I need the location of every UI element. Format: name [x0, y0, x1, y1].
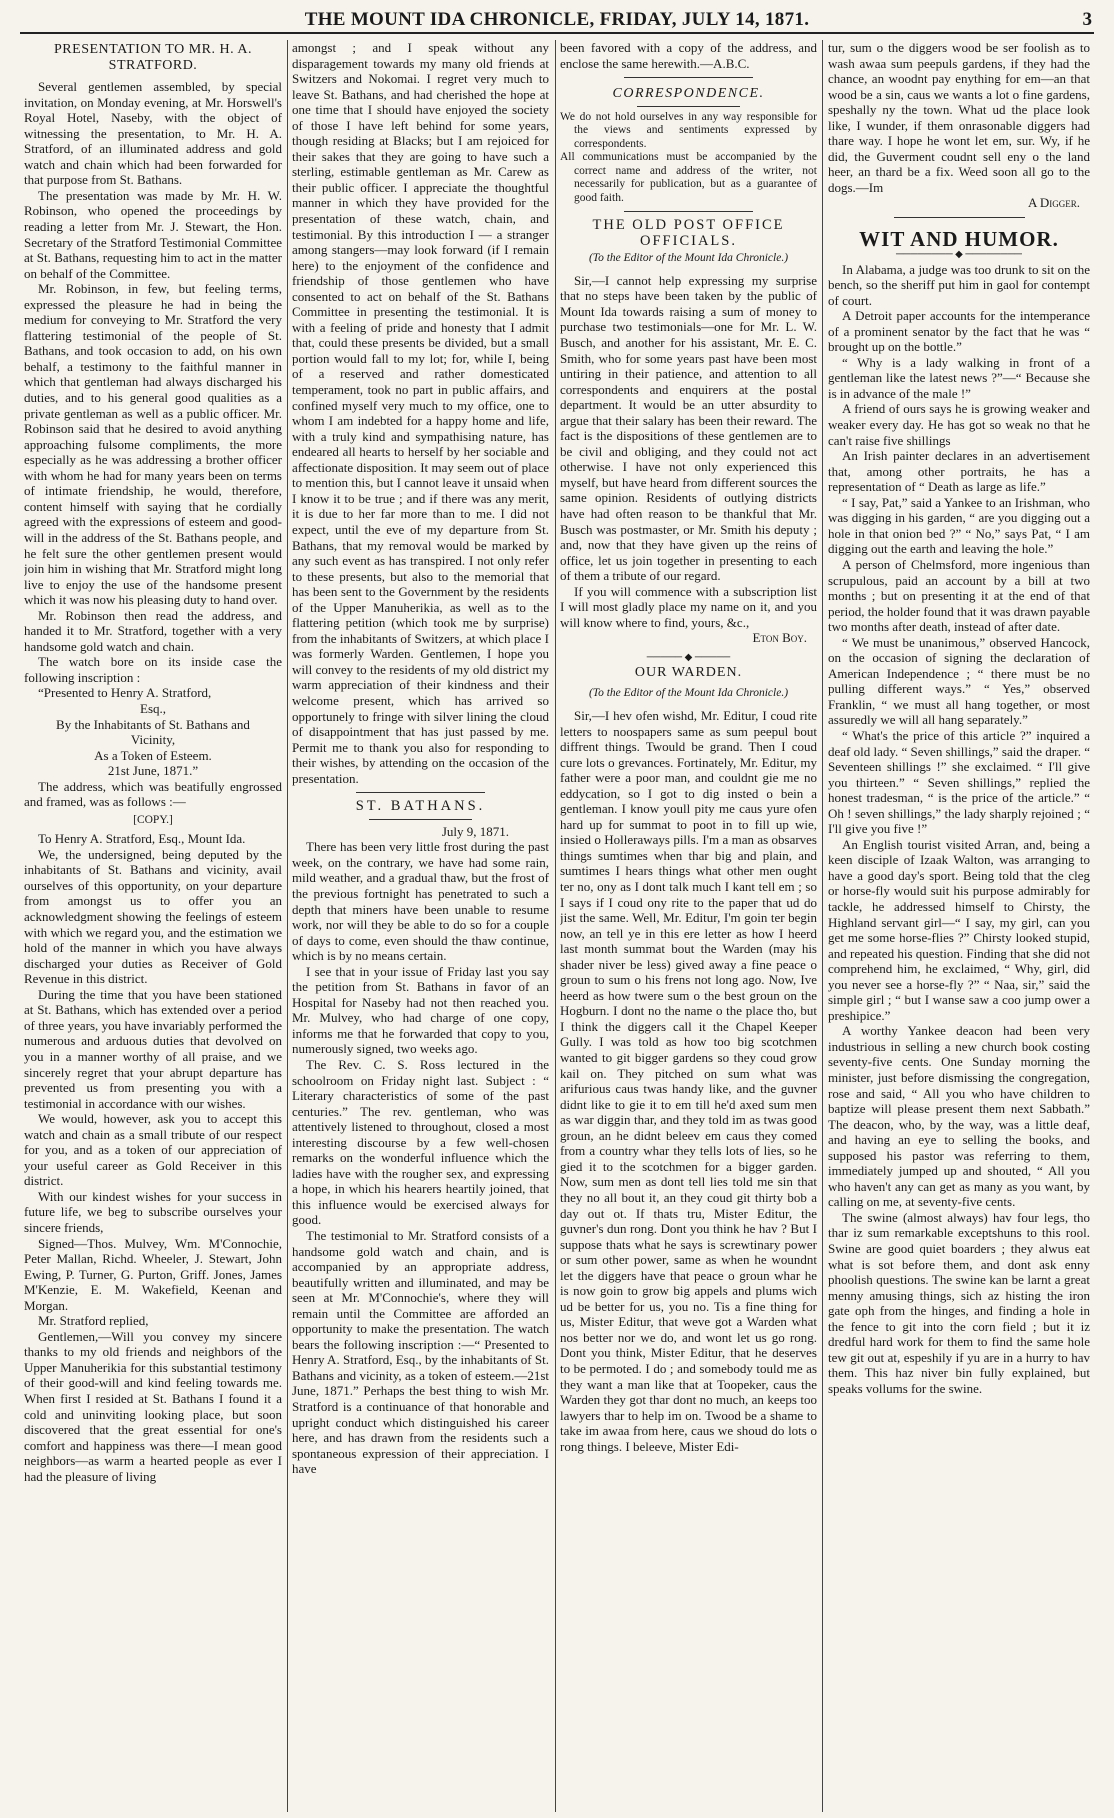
- page-number: 3: [1082, 9, 1092, 30]
- joke-paragraph: A Detroit paper accounts for the intemperance of a prominent senator by the fact that he was “ brought up on the bottle.”: [828, 308, 1090, 355]
- article-heading: THE OLD POST OFFICE OFFICIALS.: [592, 217, 785, 249]
- address-recipient: To Henry A. Stratford, Esq., Mount Ida.: [38, 831, 246, 847]
- article-heading: WIT AND HUMOR.: [859, 227, 1059, 252]
- paragraph: tur, sum o the diggers wood be ser foolish as to wash awaa sum peepuls gardens, if they had the chance, an woodnt pay enything for em—an that wood be a sin, caus we wants a lot o fine gardens, speshally ny the town. What ud the place look like, I wunder, if them onrasonable diggers had thare way. I hope he wont let em, sur. Wy, if he did, the Guverment coudnt sell eny o the land heer, an thard be a fix. Weed soon all go to the dogs.—Im: [828, 40, 1090, 195]
- joke-paragraph: In Alabama, a judge was too drunk to sit on the bench, so the sheriff put him in gaol for contempt of court.: [828, 261, 1090, 308]
- paragraph: Sir,—I cannot help expressing my surprise that no steps have been taken by the public of Mount Ida towards raising a sum of money to purchase two testimonials—one for Mr. L. W. Busch, and another for his assistant, Mr. E. C. Smith, who for some years past have been most untiring in their patience, and attention to all correspondents and enquirers at the postal department. It would be an utter absurdity to argue that their salary has been their reward. The fact is the dispositions of these gentlemen are to be civil and obliging, and they could not act otherwise. I have not only experienced this myself, but have heard from different sources the same opinion. Residents of outlying districts have had often reason to be thankful that Mr. Busch was postmaster, or Mr. Smith his deputy ; and, now that they have given up the reins of office, let us join together in presenting to each of them a tribute of our regard.: [560, 272, 817, 584]
- paragraph: I see that in your issue of Friday last you say the petition from St. Bathans in favor of an Hospital for Naseby had not then reached you. Mr. Mulvey, who had charge of one copy, informs me that he forwarded that copy to you, numerously signed, two weeks ago.: [292, 963, 549, 1057]
- paragraph: The presentation was made by Mr. H. W. Robinson, who opened the proceedings by reading a letter from Mr. J. Stewart, the Hon. Secretary of the Stratford Testimonial Committee at St. Bathans, requesting him to act in the matter on behalf of the Committee.: [24, 187, 282, 281]
- paragraph: The testimonial to Mr. Stratford consists of a handsome gold watch and chain, and is accompanied by an appropriate address, beautifully written and illuminated, and may be seen at Mr. M'Connochie's, where they will remain until the Committee are afforded an opportunity to make the presentation. The watch bears the following inscription :—“ Presented to Henry A. Stratford, Esq., by the inhabitants of St. Bathans and vicinity, as a token of esteem.—21st June, 1871.” Perhaps the best thing to wish Mr. Stratford is a continuance of that honorable and upright conduct which distinguished his career here, and has drawn from the residents such a spontaneous expression of their appreciation. I have: [292, 1228, 549, 1477]
- paragraph: The watch bore on its inside case the following inscription :: [24, 654, 282, 685]
- joke-paragraph: An English tourist visited Arran, and, being a keen disciple of Izaak Walton, was arranging to have a good day's sport. Being told that the cleg or horse-fly would suit his purpose admirably for tackle, he addressed himself to Chirsty, the Highland servant girl—“ I say, my girl, can you get me some horse-flies ?” Chirsty looked stupid, and repeated his question. Finding that she did not comprehend him, he exclaimed, “ Why, girl, did you never see a horse-fly ?” “ Naa, sir,” said the simple girl ; “ but I wanse saw a coo jump ower a preshipice.”: [828, 836, 1090, 1023]
- column-divider: [555, 40, 556, 1812]
- signature: A Digger.: [1027, 195, 1080, 211]
- column-2: [292, 40, 549, 1812]
- masthead: [20, 8, 1094, 34]
- column-divider: [287, 40, 288, 1812]
- paragraph: amongst ; and I speak without any disparagement towards my many old friends at Switzers and Nokomai. I regret very much to leave St. Bathans, and had cherished the hope at one time that I should have enjoyed the society of those I have left behind for some years, though residing at Blacks; but I am rejoiced for their sakes that they are going to have such a sterling, estimable gentleman as Mr. Carew as their public officer. I appreciate the thoughtful manner in which they have provided for the presentation of these watch, chain, and testimonial. By this introduction I — a stranger among stangers—may look forward (if I remain here) to the enjoyment of the confidence and friendship of those gentlemen who have consented to act on behalf of the St. Bathans Committee in presenting the testimonial. It is with a feeling of pride and honesty that I admit that, could these presents be divided, but a small portion would fall to my lot; for, while I, being of a reserved and rather domesticated temperament, took no part in public affairs, and confined myself very much to my office, one to whom I am indebted for a happy home and life, with a truly kind and sympathising nature, has endeared all hearts to herself by her sociable and affectionate disposition. It may seem out of place to mention this, but I cannot leave it unsaid when I know it to be true ; and if there was any merit, it is due to her far more than to me. I did not expect, until the eve of my departure from St. Bathans, that my removal would be marked by any such event as has transpired. I not only refer to these presents, but also to the memorial that has been sent to the Government by the residents of the Upper Manuherikia, as well as to the flattering petition (which took me by surprise) from the inhabitants of Switzers, at which place I was formerly Warden. Gentlemen, I hope you will convey to the residents of my old district my warm appreciation of their kindness and their welcome present, which has arrived so opportunely to fringe with silver lining the cloud of disappointment that has just passed by me. Permit me to thank you also for responding to their wishes, by attending on the occasion of the presentation.: [292, 40, 549, 786]
- joke-paragraph: “ I say, Pat,” said a Yankee to an Irishman, who was digging in his garden, “ are you digging out a hole in that onion bed ?” “ No,” says Pat, “ I am digging out the earth and leaving the hole.”: [828, 494, 1090, 557]
- paragraph: We would, however, ask you to accept this watch and chain as a small tribute of our respect for you, and as a token of our appreciation of your useful career as Gold Receiver in this district.: [24, 1111, 282, 1189]
- paragraph: If you will commence with a subscription list I will most gladly place my name on it, and you will know where to find, yours, &c.,: [560, 583, 817, 630]
- ornament-divider: ───── ◆ ─────: [646, 651, 731, 663]
- section-divider: [624, 77, 753, 78]
- inscription-line: Vicinity,: [130, 732, 176, 748]
- joke-paragraph: “ Why is a lady walking in front of a gentleman like the latest news ?”—“ Because she is in advance of the male !”: [828, 354, 1090, 401]
- copy-label: [COPY.]: [133, 813, 173, 826]
- column-divider: [822, 40, 823, 1812]
- inscription-line: Esq.,: [140, 700, 166, 716]
- article-subheading: (To the Editor of the Mount Ida Chronicle.): [588, 687, 789, 700]
- section-divider: [369, 819, 472, 820]
- paragraph: There has been very little frost during the past week, on the contrary, we have had some rain, mild weather, and a gradual thaw, but the frost of the previous fortnight has penetrated to such a depth that miners have been unable to resume work, nor will they be able to do so for a couple of days to come, even should the thaw continue, which is by no means certain.: [292, 839, 549, 964]
- paragraph: During the time that you have been stationed at St. Bathans, which has extended over a period of three years, you have invariably performed the numerous and arduous duties that devolved on you in a manner worthy of all praise, and we sincerely regret that your abrupt departure has prevented us from presenting you with a testimonial in accordance with our wishes.: [24, 986, 282, 1111]
- article-heading: ST. BATHANS.: [355, 798, 486, 815]
- paragraph: Mr. Robinson then read the address, and handed it to Mr. Stratford, together with a very handsome gold watch and chain.: [24, 607, 282, 654]
- article-subheading: (To the Editor of the Mount Ida Chronicle.): [588, 252, 789, 265]
- article-heading: OUR WARDEN.: [634, 664, 743, 680]
- paragraph: We, the undersigned, being deputed by the inhabitants of St. Bathans and vicinity, avail ourselves of this opportunity, on your departure from amongst us to offer you an acknowledgment showing the feelings of esteem with which we regard you, and the estimation we hold of the manner in which you have always discharged your duties as Receiver of Gold Revenue in this district.: [24, 846, 282, 987]
- section-divider: [624, 211, 753, 212]
- article-heading: PRESENTATION TO MR. H. A. STRATFORD.: [54, 42, 252, 73]
- section-heading: CORRESPONDENCE.: [612, 86, 765, 102]
- paragraph: Signed—Thos. Mulvey, Wm. M'Connochie, Peter Mallan, Richd. Wheeler, J. Stewart, John Ewing, P. Turner, G. Purton, Griff. Jones, James M'Kenzie, E. M. Wakefield, Keenan and Morgan.: [24, 1235, 282, 1313]
- joke-paragraph: “ What's the price of this article ?” inquired a deaf old lady. “ Seven shillings,” said the draper. “ Seventeen shillings !” she exclaimed. “ I'll give you thirteen.” “ Seven shillings,” replied the honest tradesman, “ is the price of the article.” “ Oh ! seven shillings,” the lady sharply rejoined ; “ I'll give you five !”: [828, 727, 1090, 837]
- joke-paragraph: A worthy Yankee deacon had been very industrious in selling a new church book costing seventy-five cents. One Sunday morning the minister, just before dismissing the congregation, rose and said, “ All you who have children to baptize will please present them next Sabbath.” The deacon, who, by the way, was a little deaf, and having an eye to selling the books, and supposed his pastor was referring to them, immediately jumped up and shouted, “ All you who haven't any can get as many as you want, by calling on me, at seventy-five cents.: [828, 1023, 1090, 1210]
- inscription-line: As a Token of Esteem.: [94, 747, 212, 763]
- inscription-line: “Presented to Henry A. Stratford,: [38, 685, 212, 701]
- column-4: [828, 40, 1090, 1812]
- joke-paragraph: A friend of ours says he is growing weaker and weaker every day. He has got so weak no that he can't raise five shillings: [828, 401, 1090, 448]
- dateline: July 9, 1871.: [441, 823, 509, 839]
- joke-paragraph: An Irish painter declares in an advertisement that, among other portraits, he has a representation of “ Death as large as life.”: [828, 448, 1090, 495]
- section-divider: [356, 792, 485, 793]
- column-1: [24, 40, 282, 1812]
- editorial-notice: All communications must be accompanied by the correct name and address of the writer, not necessarily for publication, but as a guarantee of good faith.: [560, 151, 817, 204]
- column-3: [560, 40, 817, 1812]
- paragraph: With our kindest wishes for your success in future life, we beg to subscribe ourselves your sincere friends,: [24, 1188, 282, 1235]
- joke-paragraph: “ We must be unanimous,” observed Hancock, on the occasion of signing the declaration of American Independence ; “ there must be no pulling different ways.” “ Yes,” observed Franklin, “ we must all hang together, or most assuredly we will all hang separately.”: [828, 634, 1090, 728]
- ornament-divider: ──────── ◆ ────────: [895, 248, 1023, 260]
- joke-paragraph: The swine (almost always) hav four legs, tho thar iz sum remarkable exceptshuns to this rool. Swine are good quiet boarders ; they alwus eat what is sot before them, and dont ask enny phoolish questions. The swine kan be larnt a great menny amusing things, sich az histing the iron gate oph from the hinges, and finding a hole in the fence to git into the corn field ; but it iz dredful hard work for them to find the same hole tew git out at, espeshily if yu are in a hurry to hav them. This haz niver bin fully explained, but speaks vollums for the swine.: [828, 1209, 1090, 1396]
- paragraph: Gentlemen,—Will you convey my sincere thanks to my old friends and neighbors of the Upper Manuherikia for this substantial testimony of their good-will and kind feeling towards me. When first I resided at St. Bathans I found it a cold and uninviting looking place, but soon discovered that the great essential for one's comfort and happiness was there—I mean good neighbors—as warm a hearted people as ever I had the pleasure of living: [24, 1328, 282, 1484]
- inscription-line: By the Inhabitants of St. Bathans and: [56, 716, 250, 732]
- signature: Eton Boy.: [752, 630, 807, 646]
- section-divider: [894, 217, 1025, 218]
- paragraph: Several gentlemen assembled, by special invitation, on Monday evening, at Mr. Horswell's Royal Hotel, Naseby, with the object of witnessing the presentation, to Mr. H. A. Stratford, of an illuminated address and gold watch and chain which had been forwarded for that purpose from St. Bathans.: [24, 79, 282, 188]
- paragraph: Mr. Robinson, in few, but feeling terms, expressed the pleasure he had in being the medium for conveying to Mr. Stratford the very flattering testimonial of the people of St. Bathans, and took occasion to add, on his own behalf, a testimony to the faithful manner in which that gentleman had always discharged his duties, and to his general good qualities as a private gentleman as well as a public officer. Mr. Robinson said that he desired to avoid anything approaching fulsome compliments, the more especially as he was addressing a brother officer with whom he had for many years been on terms of intimate friendship, he would, therefore, content himself with saying that he cordially agreed with the expressions of esteem and good-will in the address of the St. Bathans people, and he felt sure the other gentlemen present would join him in wishing that Mr. Stratford might long live to enjoy the use of the handsome present which it was now his pleasing duty to hand over.: [24, 281, 282, 608]
- joke-paragraph: A person of Chelmsford, more ingenious than scrupulous, paid an account by a bill at two months ; but on presenting it at the end of that period, the holder found that it was drawn payable two months after death, instead of after date.: [828, 556, 1090, 635]
- newspaper-title: THE MOUNT IDA CHRONICLE, FRIDAY, JULY 14, 1871.: [304, 9, 810, 30]
- paragraph: The Rev. C. S. Ross lectured in the schoolroom on Friday night last. Subject : “ Literary characteristics of some of the past centuries.” The rev. gentleman, who was attentively listened to throughout, closed a most interesting discourse by a few well-chosen remarks on the wonderful influence which the ladies have with the rougher sex, and expressing a hope, in which his hearers heartily joined, that this influence would be exercised always for good.: [292, 1057, 549, 1228]
- paragraph: been favored with a copy of the address, and enclose the same herewith.—A.B.C.: [560, 40, 817, 71]
- paragraph: Sir,—I hev ofen wishd, Mr. Editur, I coud rite letters to noospapers same as sum peepul bout diffrent things. Twould be grand. Then I coud cure lots o grevances. Fortinately, Mr. Editur, my father were a poor man, and couldnt gie me no eddycation, so I got to dig insted o bein a gentleman. I know youll pity me caus yure ofen hard up for summat to poot in to fill up wie, insied o Holleraways pills. I'm a man as obsarves things sumtimes when thar big and plain, and sumtimes I hears things what other men ought ter no, ony as I dont talk much I kant tell em ; so I says if I coud ony rite to the paper that ud do jist the same. Well, Mr. Editur, I'm goin ter begin now, an tell ye in this ere letter as how I heerd last month summat bout the Warden (may his shader niver be less) gived away a fine peace o groun to sum o his frens not long ago. Now, Ive heerd as how twere sum o the best groun on the Hogburn. I dont no the name o the place tho, but I think the diggers call it the Chapel Keeper Gully. I was told as how too big scotchmen wanted to git bigger gardens so they coud grow kail on. They pitched on sum what was arifurious caus twas handy like, and the guvner didnt like to gie it to em till he'd axed sum men as war diggin thar, and they told im as twas good groun, an he didnt beleev em caus they comed from a country whar they tells lots of lies, so he gied it to the scotchmen for a bigger garden. Now, sum men as dont tell lies told me sin that they no all bout it, an they coud git thirty bob a day out ot. If thats tru, Mister Editur, the guvner's dun rong. Dont you think he hav ? But I suppose thats what he says is screwtinary power or sum other power, same as when he woundnt let the diggers have that peace o groun whar he is now goin to grow big appels and plums wich ud be better for us, you no. Tis a fine thing for us, Mister Editur, that weve got a Warden what nos better nor we do, and wont let us go rong. Dont you think, Mister Editur, that he deserves to be permoted. I do ; and somebody tould me as they want a man like that at Toopeker, caus the Warden they got thar dont no much, an keeps too lawyers thar to help im on. Twood be a shame to take im awaa from here, caus we shoud do lots o rong things. I beleeve, Mister Edi-: [560, 708, 817, 1454]
- paragraph: Mr. Stratford replied,: [38, 1313, 149, 1329]
- section-divider: [637, 106, 740, 107]
- paragraph: The address, which was beatifully engrossed and framed, was as follows :—: [24, 778, 282, 810]
- inscription-line: 21st June, 1871.”: [107, 763, 199, 779]
- editorial-notice: We do not hold ourselves in any way responsible for the views and sentiments expressed by correspondents.: [560, 110, 817, 150]
